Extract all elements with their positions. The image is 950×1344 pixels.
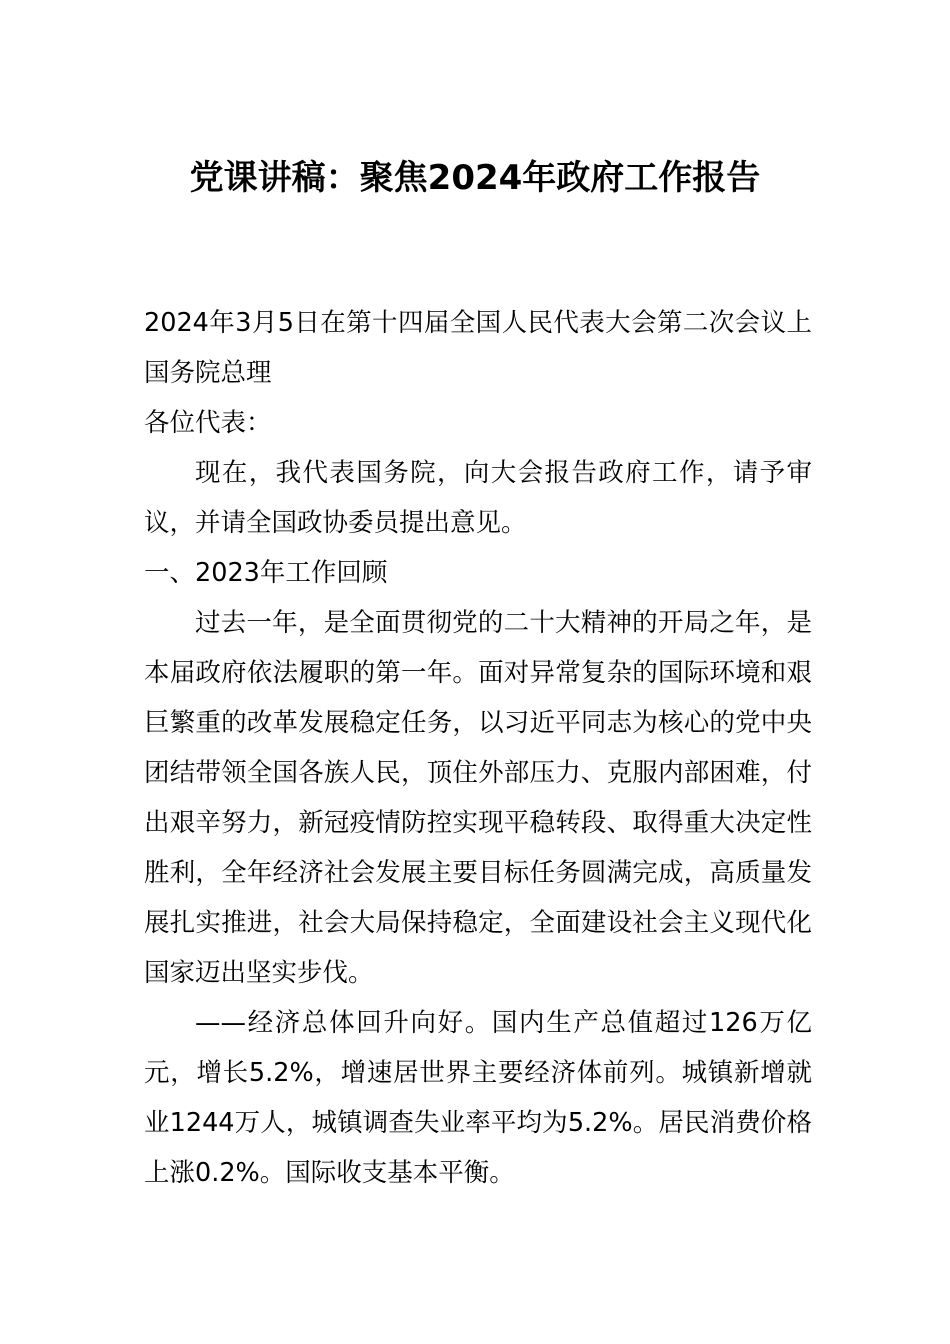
paragraph-economy: ——经济总体回升向好。国内生产总值超过126万亿元，增长5.2%，增速居世界主要经济体前列。城镇新增就业1244万人，城镇调查失业率平均为5.2%。居民消费价格上涨0.2%。国际收支基本平衡。 [144,1008,812,1188]
paragraph-year-summary: 过去一年，是全面贯彻党的二十大精神的开局之年，是本届政府依法履职的第一年。面对异常复杂的国际环境和艰巨繁重的改革发展稳定任务，以习近平同志为核心的党中央团结带领全国各族人民，顶住外部压力、克服内部困难，付出艰辛努力，新冠疫情防控实现平稳转段、取得重大决定性胜利，全年经济社会发展主要目标任务圆满完成，高质量发展扎实推进，社会大局保持稳定，全面建设社会主义现代化国家迈出坚实步伐。 [144,608,812,988]
section-heading-review: 一、2023年工作回顾 [144,558,388,588]
paragraph-meeting-info: 2024年3月5日在第十四届全国人民代表大会第二次会议上国务院总理 [144,308,812,388]
document-title: 党课讲稿：聚焦2024年政府工作报告 [189,158,761,198]
paragraph-salutation: 各位代表： [144,408,272,438]
document-body [144,298,812,1198]
paragraph-opening: 现在，我代表国务院，向大会报告政府工作，请予审议，并请全国政协委员提出意见。 [144,458,812,538]
